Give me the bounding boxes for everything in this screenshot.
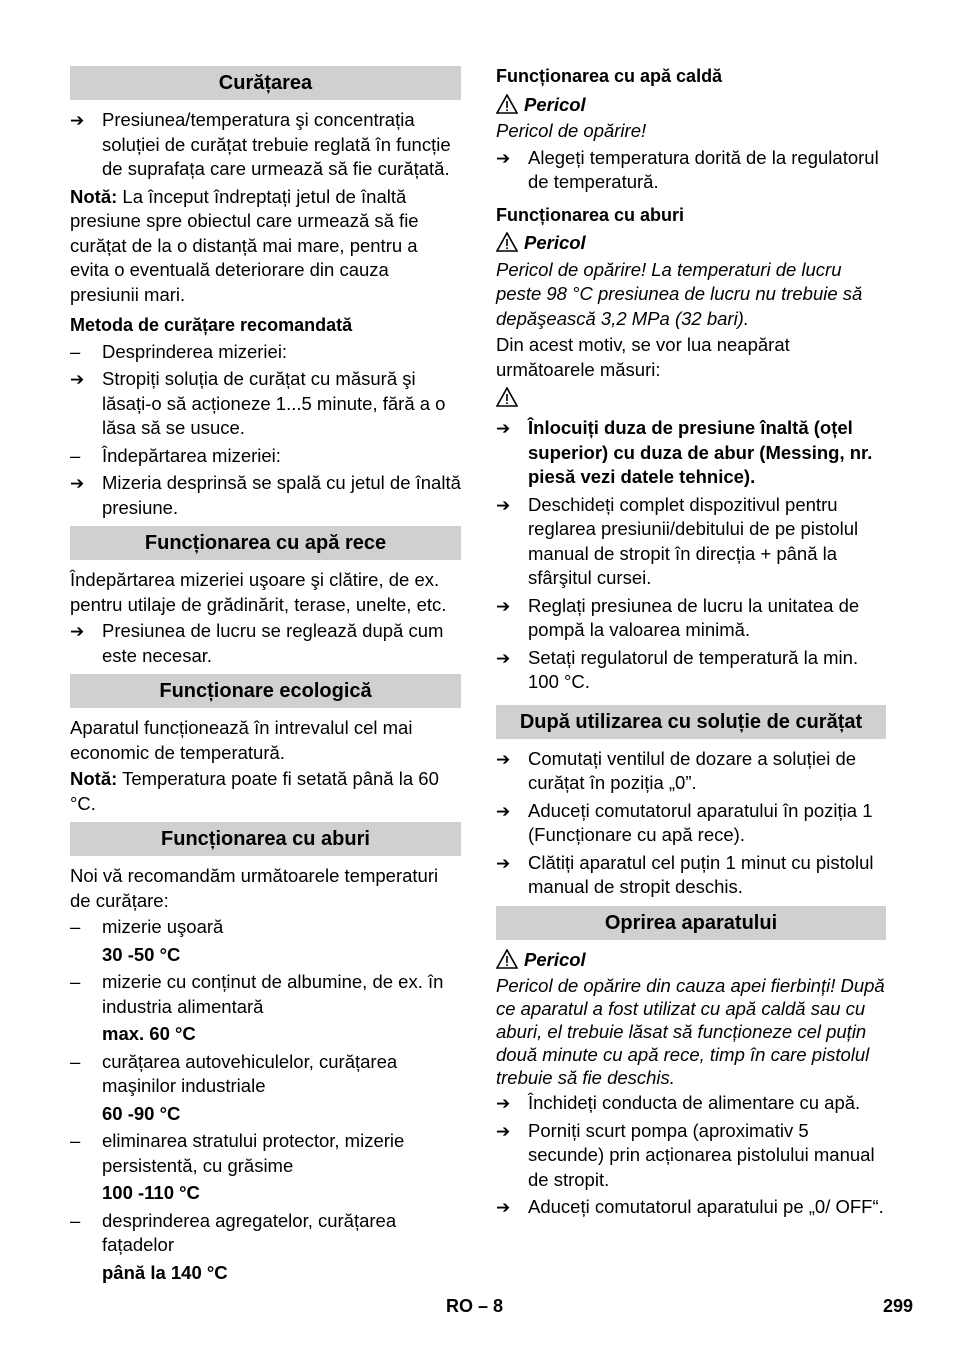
list-item: ➔ Alegeți temperatura dorită de la regulatorul de temperatură. <box>496 146 886 195</box>
list-item: ➔ Înlocuiți duza de presiune înaltă (oțel superior) cu duza de abur (Messing, nr. piesă vezi datele tehnice). <box>496 416 886 490</box>
list-item: – Desprinderea mizeriei: <box>70 340 461 365</box>
dash-icon <box>70 1129 96 1154</box>
danger-text: Pericol de opărire din cauza apei fierbinți! După ce aparatul a fost utilizat cu apă caldă sau cu aburi, el trebuie lăsat să funcționeze cel puțin două minute cu apă rece, timp în care pistolul trebuie să fie deschis. <box>496 975 885 1088</box>
list-item: – desprinderea agregatelor, curățarea fațadelor <box>70 1209 461 1258</box>
subheading-steam: Funcționarea cu aburi <box>496 204 685 225</box>
temperature-value: max. 60 °C <box>102 1023 196 1044</box>
danger-text: Pericol de opărire! La temperaturi de lucru peste 98 °C presiunea de lucru nu trebuie să depăşească 3,2 MPa (32 bari). <box>496 258 863 329</box>
arrow-icon <box>496 851 522 877</box>
section-title-shutdown: Oprirea aparatului <box>496 906 886 940</box>
temperature-value: 30 -50 °C <box>102 943 181 965</box>
note: Notă: La început îndreptați jetul de înaltă presiune spre obiectul care urmează să fie curățat de la o distanță mai mare, pentru a evita o eventuală deteriorare din cauza presiunii mari. <box>70 185 419 305</box>
warning-symbol <box>496 386 886 410</box>
dash-icon <box>70 340 96 365</box>
arrow-icon <box>496 799 522 825</box>
arrow-icon <box>496 747 522 773</box>
dash-icon <box>70 970 96 995</box>
list-item: ➔ Porniți scurt pompa (aproximativ 5 secunde) prin acționarea pistolului manual de stropit. <box>496 1119 886 1193</box>
list-item: ➔ Stropiți soluția de curățat cu măsură şi lăsați-o să acționeze 1...5 minute, fără a o lăsa să se usuce. <box>70 367 461 441</box>
list-item: – Îndepărtarea mizeriei: <box>70 444 461 469</box>
arrow-icon <box>496 146 522 172</box>
dash-icon <box>70 1209 96 1234</box>
danger-label: Pericol <box>496 93 886 118</box>
list-item: ➔ Presiunea de lucru se reglează după cum este necesar. <box>70 619 461 668</box>
section-title-cold-water: Funcționarea cu apă rece <box>70 526 461 560</box>
arrow-icon <box>496 493 522 519</box>
left-column <box>70 60 461 1288</box>
footer-language-page: RO – 8 <box>446 1296 504 1316</box>
warning-triangle-icon <box>496 387 518 407</box>
subheading-hot-water: Funcționarea cu apă caldă <box>496 66 723 86</box>
list-item: ➔ Închideți conducta de alimentare cu apă. <box>496 1091 886 1116</box>
dash-icon <box>70 1050 96 1075</box>
danger-label: Pericol <box>496 948 886 973</box>
list-item: ➔ Aduceți comutatorul aparatului în poziția 1 (Funcționare cu apă rece). <box>496 799 886 848</box>
arrow-icon <box>496 1195 522 1221</box>
paragraph: Din acest motiv, se vor lua neapărat următoarele măsuri: <box>496 334 790 380</box>
temperature-value: 60 -90 °C <box>102 1102 181 1124</box>
danger-text: Pericol de opărire! <box>496 120 647 141</box>
list-item: ➔ Reglați presiunea de lucru la unitatea de pompă la valoarea minimă. <box>496 594 886 643</box>
list-item: ➔ Comutați ventilul de dozare a soluției de curățat în poziția „0”. <box>496 747 886 796</box>
list-item: ➔ Deschideți complet dispozitivul pentru reglarea presiunii/debitului de pe pistolul manual de stropit în direcția + până la sfârşitul cursei. <box>496 493 886 591</box>
warning-triangle-icon <box>496 949 518 969</box>
list-item: ➔ Aduceți comutatorul aparatului pe „0/ OFF“. <box>496 1195 886 1220</box>
list-item: – mizerie cu conținut de albumine, de ex. în industria alimentară <box>70 970 461 1019</box>
note: Notă: Temperatura poate fi setată până la 60 °C. <box>70 768 439 814</box>
section-title-steam: Funcționarea cu aburi <box>70 822 461 856</box>
arrow-icon <box>496 1119 522 1145</box>
page-number: 299 <box>882 1296 913 1316</box>
warning-triangle-icon <box>496 232 518 252</box>
arrow-icon <box>70 108 96 134</box>
warning-triangle-icon <box>496 94 518 114</box>
dash-icon <box>70 915 96 940</box>
arrow-icon <box>70 619 96 645</box>
danger-label: Pericol <box>496 231 886 256</box>
list-item: – eliminarea stratului protector, mizerie persistentă, cu grăsime <box>70 1129 461 1178</box>
section-title-eco: Funcționare ecologică <box>70 674 461 708</box>
list-item: – curățarea autovehiculelor, curățarea maşinilor industriale <box>70 1050 461 1099</box>
arrow-icon <box>496 594 522 620</box>
arrow-icon <box>496 646 522 672</box>
dash-icon <box>70 444 96 469</box>
temperature-value: 100 -110 °C <box>102 1182 200 1203</box>
paragraph: Aparatul funcționează în intrevalul cel mai economic de temperatură. <box>70 717 413 763</box>
subheading-recommended-method: Metoda de curățare recomandată <box>70 315 353 335</box>
arrow-icon <box>496 416 522 442</box>
right-column <box>496 60 886 1223</box>
section-title-after-detergent: După utilizarea cu soluție de curățat <box>496 705 886 739</box>
list-item: ➔ Setați regulatorul de temperatură la min. 100 °C. <box>496 646 886 695</box>
arrow-icon <box>496 1091 522 1117</box>
list-item: ➔ Mizeria desprinsă se spală cu jetul de înaltă presiune. <box>70 471 461 520</box>
section-title-cleaning: Curățarea <box>70 66 461 100</box>
arrow-icon <box>70 367 96 393</box>
paragraph: Îndepărtarea mizeriei uşoare şi clătire, de ex. pentru utilaje de grădinărit, terase, unelte, etc. <box>70 569 447 615</box>
temperature-value: până la 140 °C <box>102 1261 228 1283</box>
list-item: ➔ Presiunea/temperatura şi concentrația soluției de curățat trebuie reglată în funcție de suprafața care urmează să fie curățată. <box>70 108 461 182</box>
arrow-icon <box>70 471 96 497</box>
list-item: ➔ Clătiți aparatul cel puțin 1 minut cu pistolul manual de stropit deschis. <box>496 851 886 900</box>
paragraph: Noi vă recomandăm următoarele temperaturi de curățare: <box>70 865 439 911</box>
list-item: – mizerie uşoară <box>70 915 461 940</box>
